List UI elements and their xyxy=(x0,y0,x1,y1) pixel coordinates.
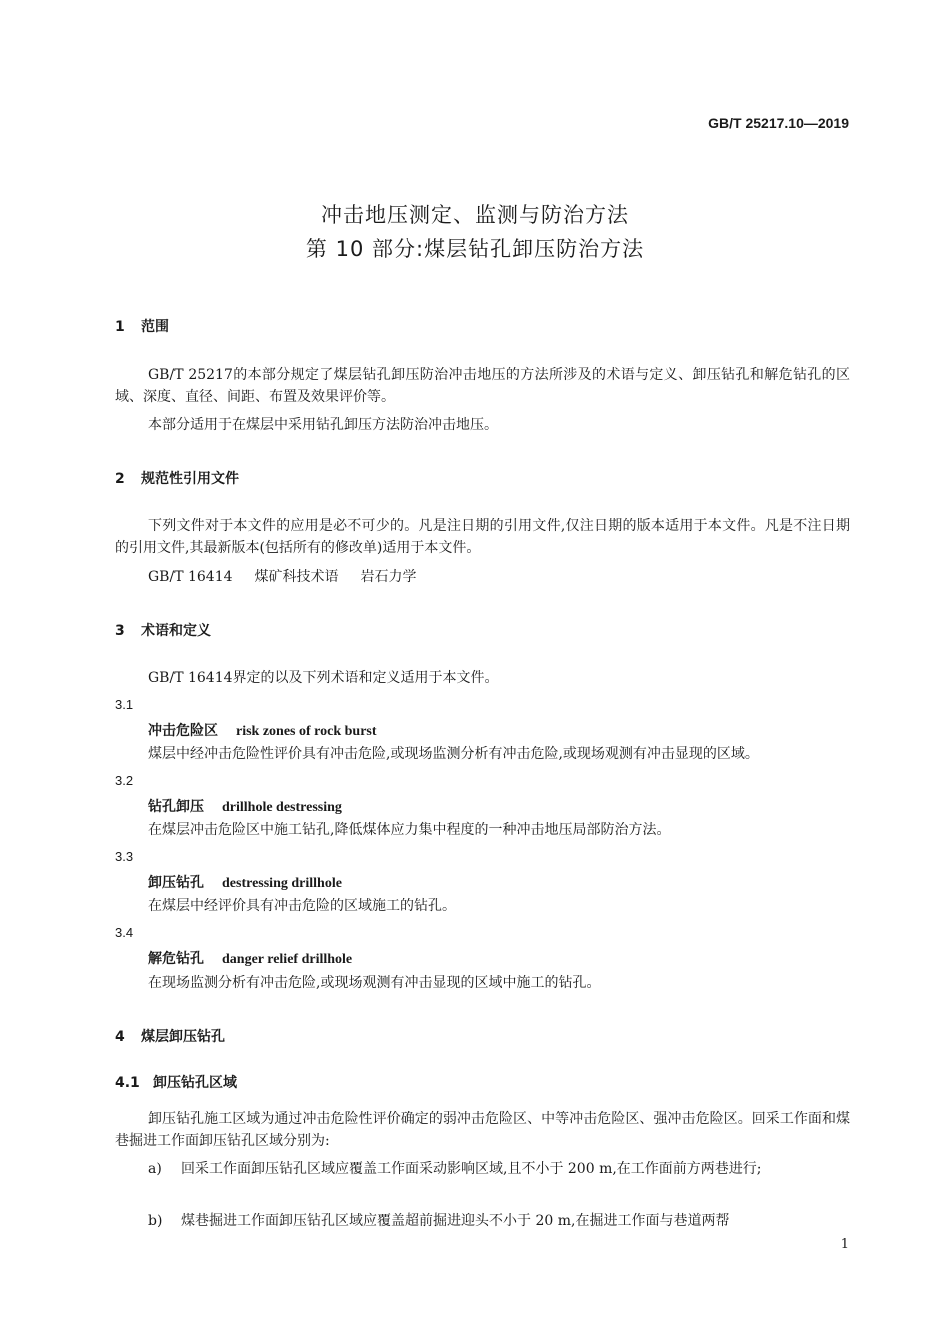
list-marker: b) xyxy=(148,1213,163,1229)
page-number: 1 xyxy=(840,1237,849,1252)
section-number: 1 xyxy=(115,319,125,335)
subsection-4-1-paragraph xyxy=(115,1108,850,1152)
reference-subtitle: 岩石力学 xyxy=(360,569,417,585)
term-entry xyxy=(148,720,377,740)
term-entry xyxy=(148,948,352,968)
reference-code: GB/T 16414 xyxy=(148,569,233,585)
term-chinese: 冲击危险区 xyxy=(148,723,218,739)
list-item xyxy=(148,1209,850,1233)
term-chinese: 钻孔卸压 xyxy=(148,799,204,815)
term-entry xyxy=(148,796,342,816)
term-chinese: 解危钻孔 xyxy=(148,951,204,967)
subsection-title: 卸压钻孔区域 xyxy=(153,1075,237,1091)
standard-number: GB/T 25217.10—2019 xyxy=(708,115,849,131)
section-heading-3 xyxy=(115,620,211,640)
section-title: 术语和定义 xyxy=(141,623,211,639)
section-number: 2 xyxy=(115,471,125,487)
term-english: danger relief drillhole xyxy=(222,952,353,967)
section-number: 4 xyxy=(115,1029,125,1045)
term-english: risk zones of rock burst xyxy=(236,724,377,739)
section-title: 煤层卸压钻孔 xyxy=(141,1029,225,1045)
paragraph-text: 卸压钻孔施工区域为通过冲击危险性评价确定的弱冲击危险区、中等冲击危险区、强冲击危险区。回采工作面和煤巷掘进工作面卸压钻孔区域分别为: xyxy=(115,1111,850,1149)
list-item-text: 煤巷掘进工作面卸压钻孔区域应覆盖超前掘进迎头不小于 20 m,在掘进工作面与巷道两帮 xyxy=(181,1213,730,1229)
list-item xyxy=(148,1157,850,1181)
paragraph-text: GB/T 25217的本部分规定了煤层钻孔卸压防治冲击地压的方法所涉及的术语与定义、卸压钻孔和解危钻孔的区域、深度、直径、间距、布置及效果评价等。 xyxy=(115,367,850,405)
term-definition: 在现场监测分析有冲击危险,或现场观测有冲击显现的区域中施工的钻孔。 xyxy=(148,975,601,991)
list-marker: a) xyxy=(148,1161,162,1177)
term-definition: 煤层中经冲击危险性评价具有冲击危险,或现场监测分析有冲击危险,或现场观测有冲击显现的区域。 xyxy=(148,746,759,762)
section-3-intro: GB/T 16414界定的以及下列术语和定义适用于本文件。 xyxy=(148,670,499,686)
clause-number: 3.3 xyxy=(115,849,134,864)
clause-number: 3.4 xyxy=(115,925,134,940)
section-title: 范围 xyxy=(141,319,169,335)
term-english: drillhole destressing xyxy=(222,800,342,815)
section-heading-1 xyxy=(115,316,169,336)
paragraph-text: 下列文件对于本文件的应用是必不可少的。凡是注日期的引用文件,仅注日期的版本适用于本文件。凡是不注日期的引用文件,其最新版本(包括所有的修改单)适用于本文件。 xyxy=(115,518,850,556)
list-item-text: 回采工作面卸压钻孔区域应覆盖工作面采动影响区域,且不小于 200 m,在工作面前方两巷进行; xyxy=(181,1161,762,1177)
clause-number: 3.1 xyxy=(115,697,134,712)
term-entry xyxy=(148,872,342,892)
document-title-line1: 冲击地压测定、监测与防治方法 xyxy=(321,203,629,227)
clause-number: 3.2 xyxy=(115,773,134,788)
subsection-number: 4.1 xyxy=(115,1075,140,1091)
term-definition: 在煤层冲击危险区中施工钻孔,降低煤体应力集中程度的一种冲击地压局部防治方法。 xyxy=(148,822,671,838)
reference-title: 煤矿科技术语 xyxy=(254,569,339,585)
term-chinese: 卸压钻孔 xyxy=(148,875,204,891)
section-heading-4 xyxy=(115,1026,225,1046)
section-heading-2 xyxy=(115,468,239,488)
normative-reference xyxy=(148,566,417,588)
subsection-heading-4-1 xyxy=(115,1072,237,1092)
section-1-paragraph-2: 本部分适用于在煤层中采用钻孔卸压方法防治冲击地压。 xyxy=(148,417,498,433)
section-title: 规范性引用文件 xyxy=(141,471,239,487)
term-definition: 在煤层中经评价具有冲击危险的区域施工的钻孔。 xyxy=(148,898,456,914)
term-english: destressing drillhole xyxy=(222,876,342,891)
document-title-line2: 第 10 部分:煤层钻孔卸压防治方法 xyxy=(305,237,645,261)
section-1-paragraph-1 xyxy=(115,364,850,408)
section-2-paragraph-1 xyxy=(115,515,850,559)
section-number: 3 xyxy=(115,623,125,639)
